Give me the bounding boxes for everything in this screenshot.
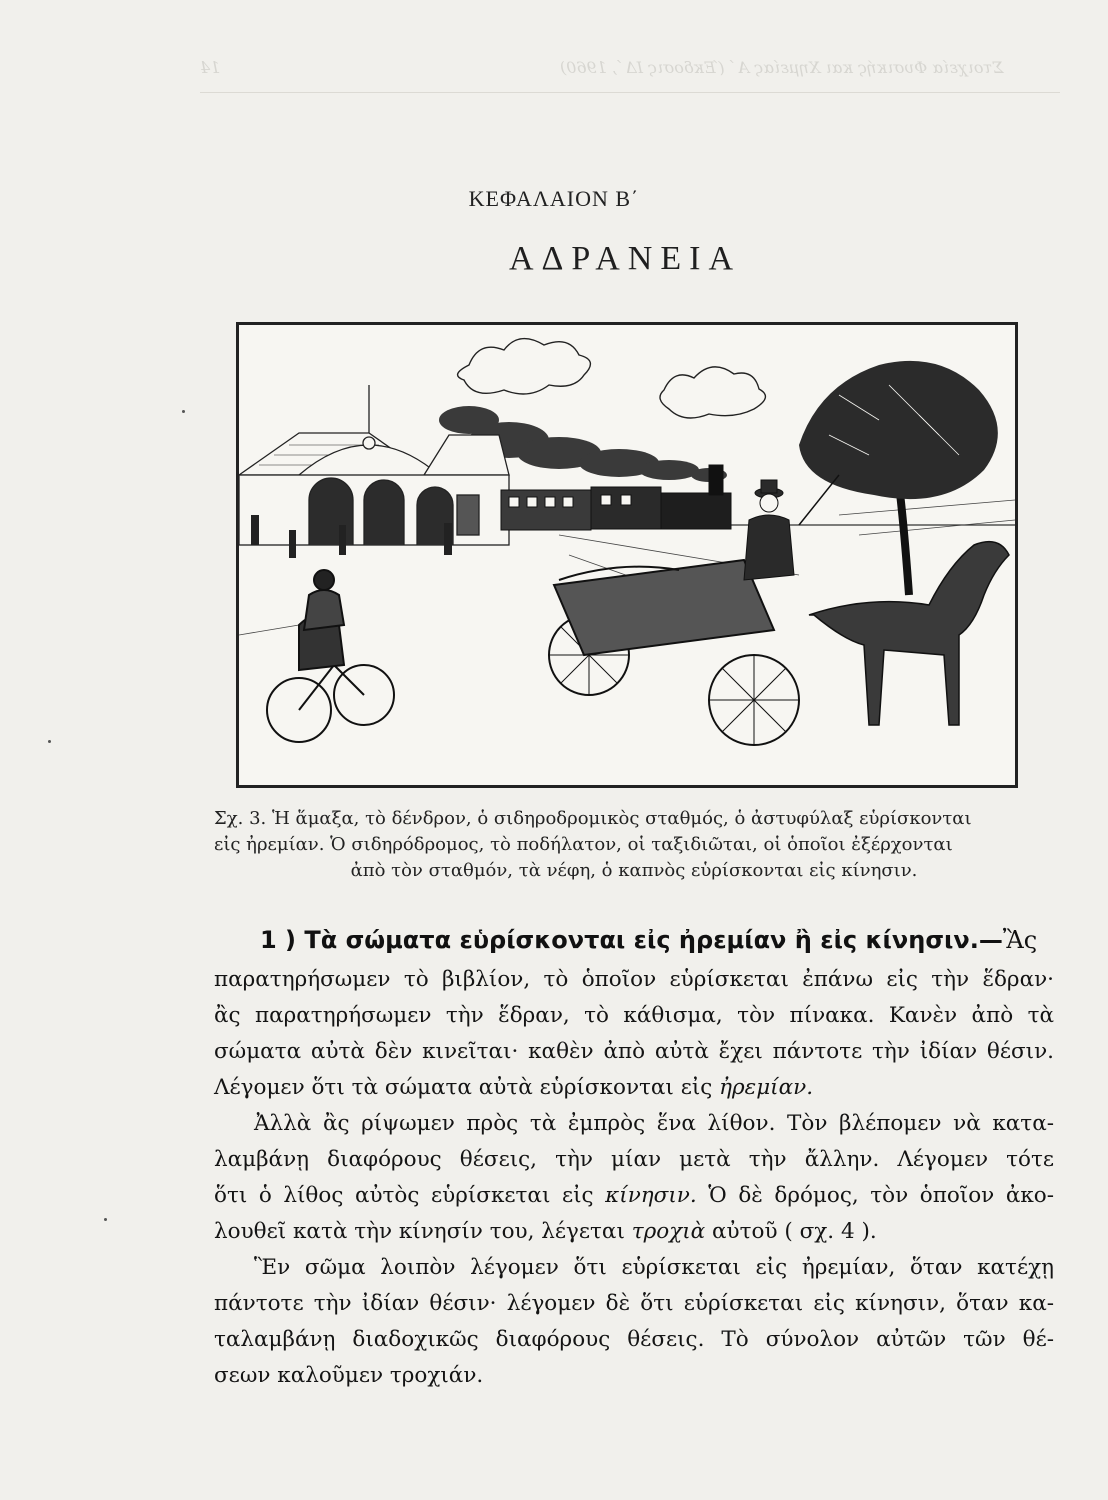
section-heading-text: 1 ) Τὰ σώματα εὑρίσκονται εἰς ἠρεμίαν ἢ εἰς κίνησιν.— — [260, 926, 1003, 954]
caption-line: Σχ. 3. Ἡ ἅμαξα, τὸ δένδρον, ὁ σιδηροδρομικὸς σταθμός, ὁ ἀστυφύλαξ εὑρίσκονται — [214, 808, 972, 829]
margin-speck — [48, 740, 51, 743]
body-line: Ἀλλὰ ἂς ρίψωμεν πρὸς τὰ ἐμπρὸς ἕνα λίθον. Τὸν βλέπομεν νὰ κατα- — [254, 1111, 1054, 1136]
body-text-span: Λέγομεν ὅτι τὰ σώματα αὐτὰ εὑρίσκονται εἰς — [214, 1075, 713, 1100]
emphasis-term: ἠρεμίαν. — [719, 1075, 814, 1100]
section-heading — [260, 926, 1037, 954]
carriage — [549, 560, 799, 745]
body-line — [214, 1070, 1054, 1106]
body-line: σώματα αὐτὰ δὲν κινεῖται· καθὲν ἀπὸ αὐτὰ ἔχει πάντοτε τὴν ἰδίαν θέσιν. — [214, 1039, 1054, 1064]
body-line: Ἓν σῶμα λοιπὸν λέγομεν ὅτι εὑρίσκεται εἰς ἠρεμίαν, ὅταν κατέχῃ — [254, 1255, 1054, 1280]
body-line: σεων καλοῦμεν τροχιάν. — [214, 1363, 484, 1388]
body-paragraphs — [214, 962, 1054, 1394]
cyclist — [267, 570, 394, 742]
carriage-driver — [744, 475, 839, 580]
illustration-figure — [236, 322, 1018, 788]
station-carriage-illustration — [239, 325, 1015, 785]
body-line: πάντοτε τὴν ἰδίαν θέσιν· λέγομεν δὲ ὅτι εὑρίσκεται εἰς κίνησιν, ὅταν κα- — [214, 1291, 1054, 1316]
section-heading-continuation: Ἂς — [1002, 926, 1038, 954]
caption-line: ἀπὸ τὸν σταθμόν, τὰ νέφη, ὁ καπνὸς εὑρίσκονται εἰς κίνησιν. — [350, 860, 918, 881]
body-line: ἂς παρατηρήσωμεν τὴν ἕδραν, τὸ κάθισμα, τὸν πίνακα. Κανὲν ἀπὸ τὰ — [214, 1003, 1054, 1028]
body-line: λαμβάνῃ διαφόρους θέσεις, τὴν μίαν μετὰ τὴν ἄλλην. Λέγομεν τότε — [214, 1147, 1054, 1172]
body-text-span: Ὁ δὲ δρόμος, τὸν ὁποῖον ἀκο- — [708, 1183, 1054, 1208]
cloud-shapes — [458, 339, 766, 418]
body-line: ταλαμβάνῃ διαδοχικῶς διαφόρους θέσεις. Τὸ σύνολον αὐτῶν τῶν θέ- — [214, 1327, 1054, 1352]
body-text-span: αὐτοῦ ( σχ. 4 ). — [712, 1219, 877, 1244]
emphasis-term: κίνησιν. — [605, 1183, 697, 1208]
body-line — [214, 1214, 1054, 1250]
body-line — [214, 1178, 1054, 1214]
figure-caption — [214, 806, 1054, 884]
caption-line: εἰς ἠρεμίαν. Ὁ σιδηρόδρομος, τὸ ποδήλατον, οἱ ταξιδιῶται, οἱ ὁποῖοι ἐξέρχονται — [214, 834, 953, 855]
ghost-header: Στοιχεία Φυσικής και Χημείας Α΄ (Έκδοσις ΙΔ΄, 1960) — [560, 58, 1004, 77]
emphasis-term: τροχιὰ — [631, 1219, 706, 1244]
ghost-rule — [200, 92, 1060, 93]
margin-speck — [104, 1218, 107, 1221]
margin-speck — [182, 410, 185, 413]
ghost-page-number: 14 — [200, 58, 221, 77]
body-text-span: ὅτι ὁ λίθος αὐτὸς εὑρίσκεται εἰς — [214, 1183, 594, 1208]
chapter-title: ΑΔΡΑΝΕΙΑ — [509, 240, 741, 277]
chapter-label: ΚΕΦΑΛΑΙΟΝ Β΄ — [468, 186, 640, 211]
body-line: παρατηρήσωμεν τὸ βιβλίον, τὸ ὁποῖον εὑρίσκεται ἐπάνω εἰς τὴν ἕδραν· — [214, 967, 1054, 992]
body-text-span: λουθεῖ κατὰ τὴν κίνησίν του, λέγεται — [214, 1219, 625, 1244]
